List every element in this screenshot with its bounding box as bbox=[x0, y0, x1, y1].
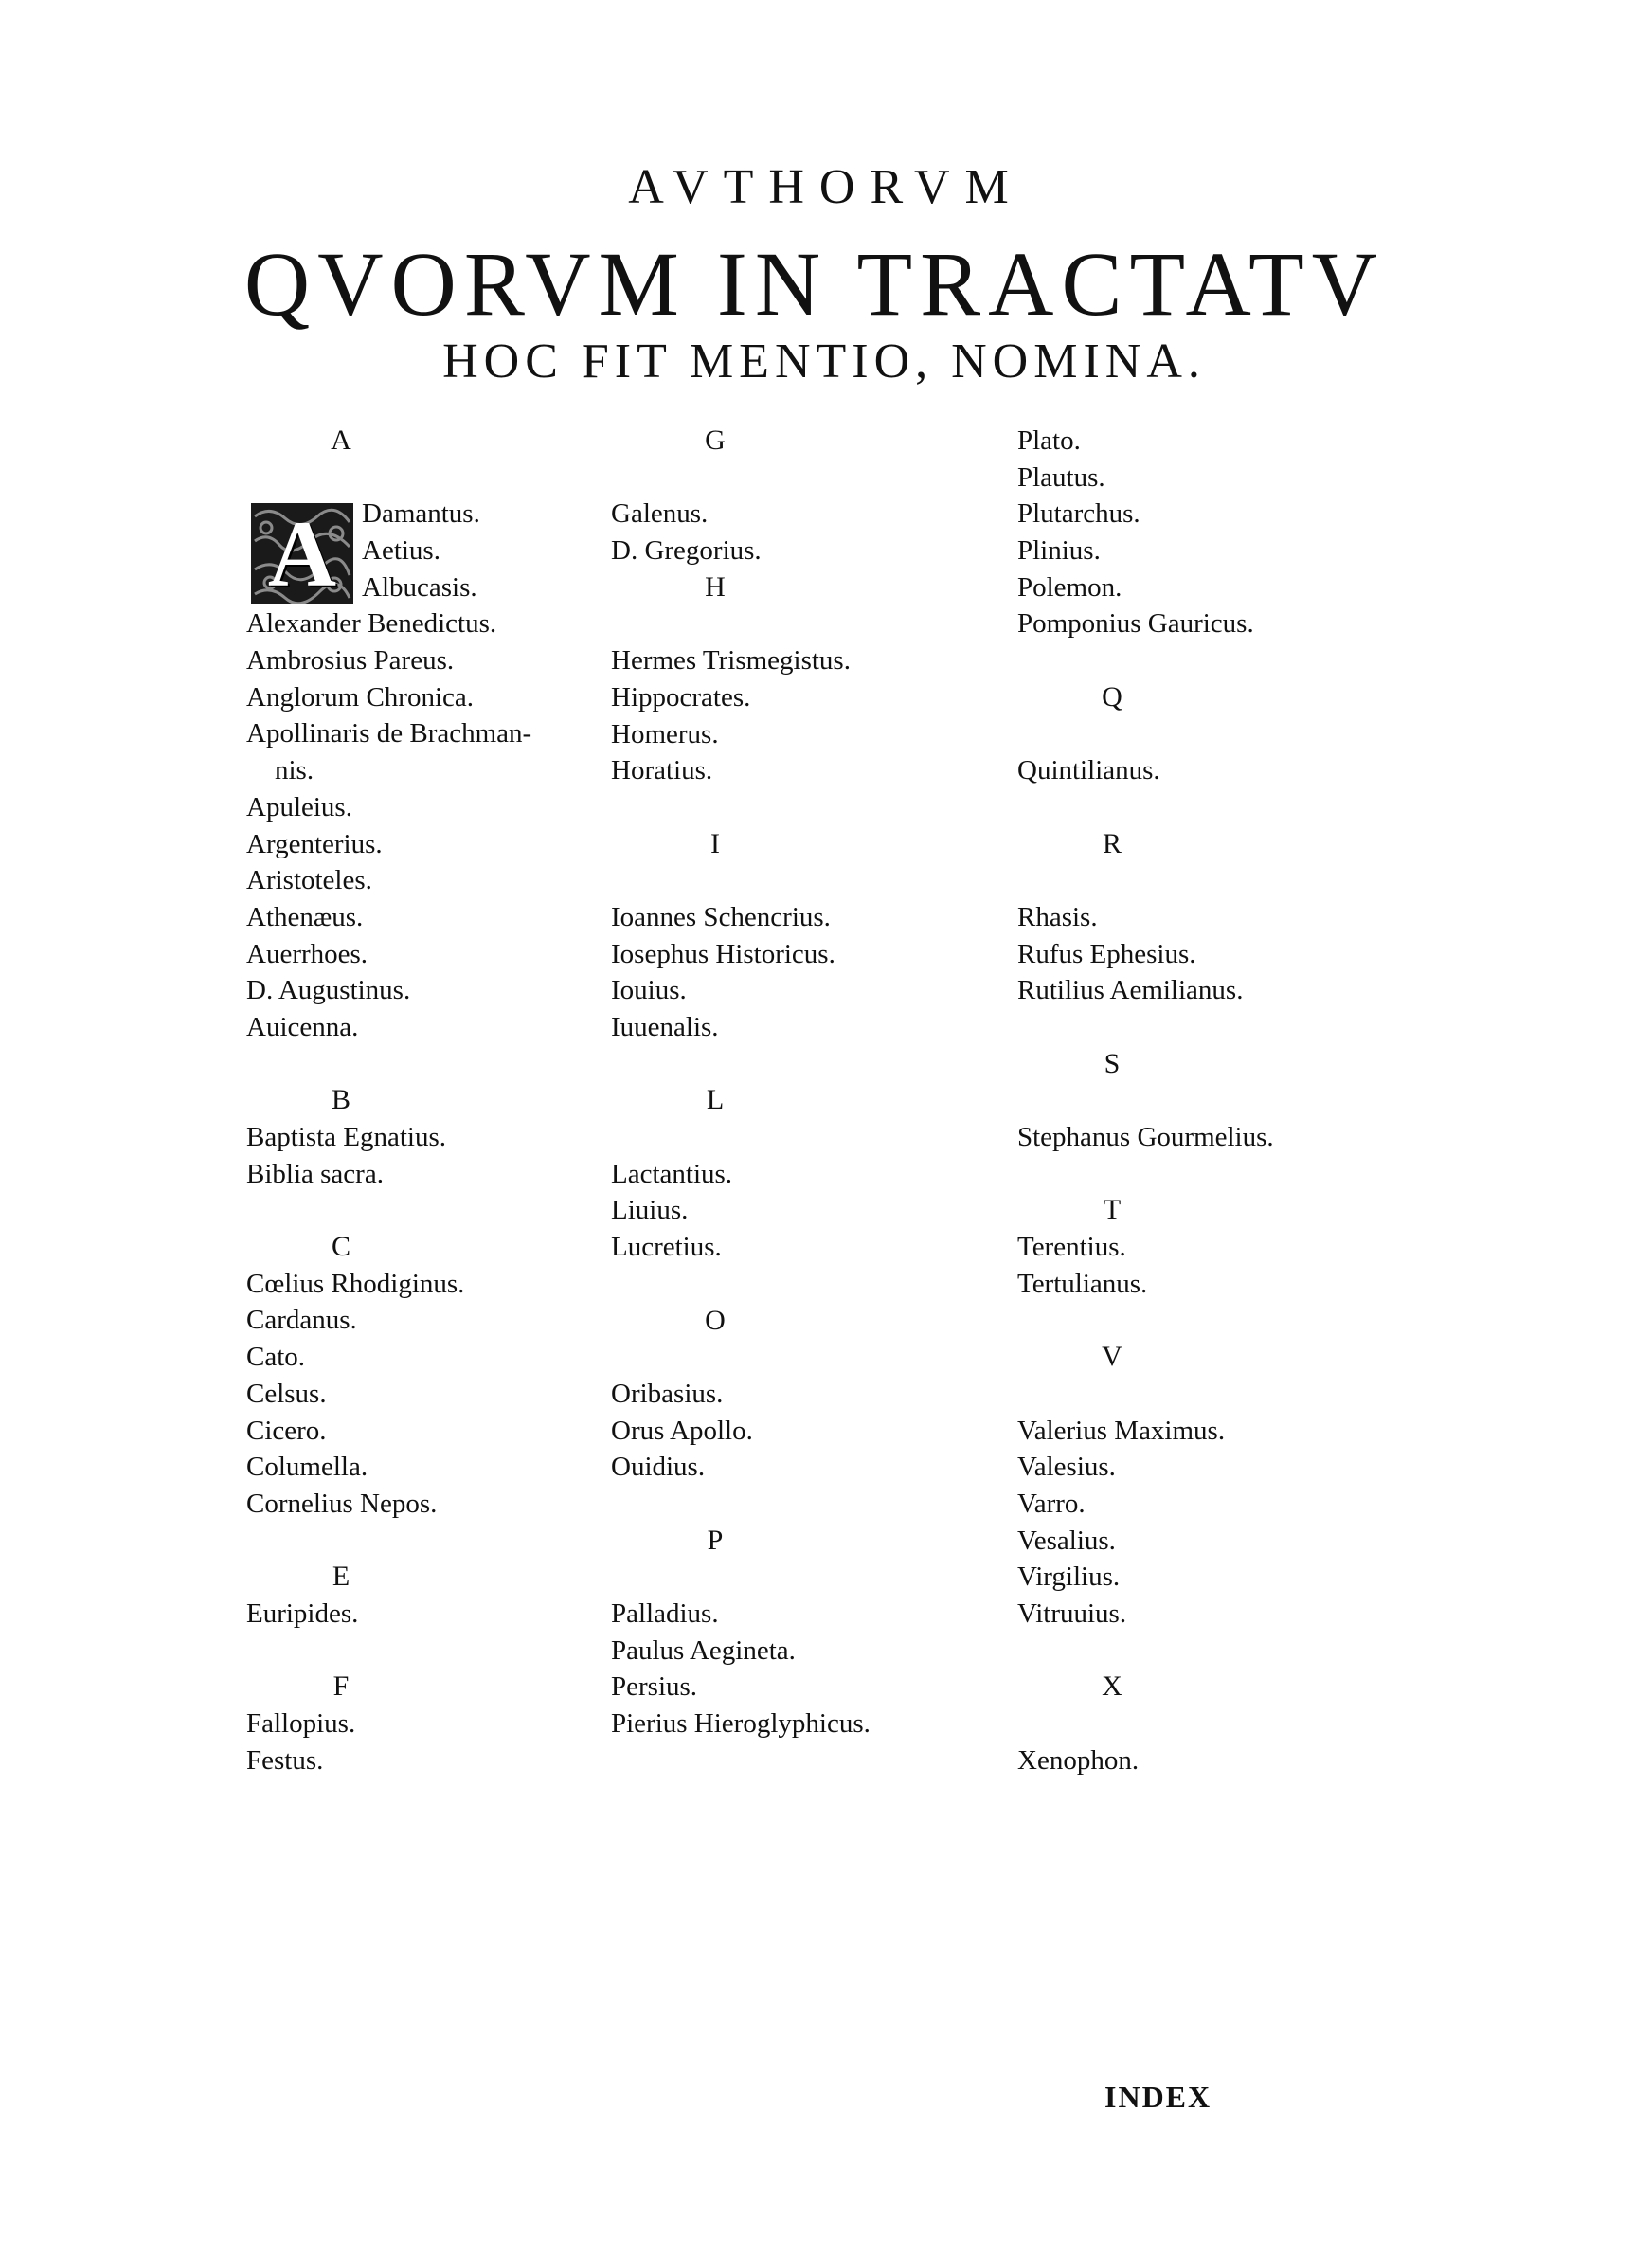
list-item: Palladius. bbox=[611, 1598, 719, 1629]
list-item: Stephanus Gourmelius. bbox=[1017, 1122, 1274, 1153]
list-item: Plinius. bbox=[1017, 535, 1101, 567]
list-item: Terentius. bbox=[1017, 1232, 1126, 1263]
list-item: Columella. bbox=[246, 1452, 368, 1483]
list-item: Xenophon. bbox=[1017, 1744, 1140, 1776]
list-item: Cato. bbox=[246, 1342, 306, 1373]
list-item: Biblia sacra. bbox=[246, 1158, 384, 1189]
list-item: Plato. bbox=[1017, 425, 1081, 456]
section-letter-t: T bbox=[1103, 1194, 1122, 1226]
list-item: Virgilius. bbox=[1017, 1562, 1121, 1593]
initial-letter: A bbox=[267, 503, 337, 605]
list-item: D. Augustinus. bbox=[246, 975, 411, 1006]
list-item: Plautus. bbox=[1017, 461, 1105, 493]
list-item: Athenæus. bbox=[246, 901, 364, 932]
list-item: nis. bbox=[275, 755, 314, 786]
list-item: Tertulianus. bbox=[1017, 1268, 1148, 1299]
list-item: Aristoteles. bbox=[246, 865, 372, 896]
heading-line-3: HOC FIT MENTIO, NOMINA. bbox=[442, 334, 1206, 388]
list-item: Baptista Egnatius. bbox=[246, 1122, 447, 1152]
list-item: Lactantius. bbox=[611, 1158, 733, 1189]
list-item: Horatius. bbox=[611, 755, 713, 786]
section-letter-l: L bbox=[706, 1084, 725, 1116]
section-letter-q: Q bbox=[1102, 680, 1122, 713]
list-item: Valerius Maximus. bbox=[1017, 1415, 1226, 1446]
section-letter-i: I bbox=[710, 827, 720, 859]
section-letter-o: O bbox=[705, 1304, 726, 1336]
list-item: Apollinaris de Brachman- bbox=[246, 718, 532, 749]
list-item: Cardanus. bbox=[246, 1305, 357, 1336]
list-item: Rutilius Aemilianus. bbox=[1017, 975, 1244, 1006]
list-item: Hippocrates. bbox=[611, 681, 751, 713]
list-item: Iuuenalis. bbox=[611, 1012, 719, 1042]
heading-line-1: AVTHORVM bbox=[628, 160, 1024, 214]
list-item: Cicero. bbox=[246, 1415, 327, 1446]
list-item: Albucasis. bbox=[362, 571, 477, 603]
section-letter-x: X bbox=[1102, 1670, 1122, 1703]
heading-line-2: QVORVM IN TRACTATV bbox=[243, 233, 1386, 334]
list-item: Aetius. bbox=[362, 535, 440, 567]
list-item: Orus Apollo. bbox=[611, 1415, 753, 1446]
list-item: Anglorum Chronica. bbox=[246, 681, 475, 713]
list-item: Euripides. bbox=[246, 1598, 359, 1629]
list-item: Auerrhoes. bbox=[246, 938, 368, 969]
list-item: Ambrosius Pareus. bbox=[246, 645, 455, 677]
list-item: Iosephus Historicus. bbox=[611, 938, 835, 969]
index-column-2 bbox=[611, 423, 1009, 1742]
list-item: Persius. bbox=[611, 1671, 698, 1703]
list-item: Cœlius Rhodiginus. bbox=[246, 1268, 465, 1299]
section-letter-p: P bbox=[707, 1524, 724, 1556]
section-letter-c: C bbox=[331, 1231, 350, 1263]
list-item: Cornelius Nepos. bbox=[246, 1488, 438, 1519]
list-item: Fallopius. bbox=[246, 1708, 356, 1739]
list-item: Vitruuius. bbox=[1017, 1598, 1127, 1629]
section-letter-e: E bbox=[332, 1561, 350, 1593]
list-item: Festus. bbox=[246, 1744, 324, 1776]
list-item: Hermes Trismegistus. bbox=[611, 645, 851, 677]
list-item: Vesalius. bbox=[1017, 1525, 1116, 1556]
list-item: Argenterius. bbox=[246, 828, 383, 859]
section-letter-f: F bbox=[332, 1670, 350, 1703]
list-item: Quintilianus. bbox=[1017, 755, 1160, 786]
list-item: Auicenna. bbox=[246, 1011, 359, 1042]
list-item: Lucretius. bbox=[611, 1232, 722, 1263]
list-item: Ioannes Schencrius. bbox=[611, 901, 831, 932]
decorated-initial-block bbox=[246, 496, 597, 605]
decorated-initial bbox=[251, 503, 353, 604]
list-item: Galenus. bbox=[611, 498, 709, 530]
list-item: Homerus. bbox=[611, 718, 719, 749]
section-letter-s: S bbox=[1104, 1047, 1121, 1079]
section-letter-v: V bbox=[1102, 1341, 1122, 1373]
section-letter-g: G bbox=[705, 424, 726, 456]
list-item: Pierius Hieroglyphicus. bbox=[611, 1708, 871, 1740]
list-item: Liuius. bbox=[611, 1195, 689, 1226]
list-item: Rhasis. bbox=[1017, 901, 1098, 932]
index-column-1 bbox=[246, 423, 597, 1779]
list-item: Paulus Aegineta. bbox=[611, 1634, 796, 1666]
list-item: Pomponius Gauricus. bbox=[1017, 608, 1254, 640]
index-column-3 bbox=[1017, 423, 1396, 1779]
list-item: Ouidius. bbox=[611, 1452, 706, 1483]
list-item: Iouius. bbox=[611, 975, 687, 1006]
list-item: Alexander Benedictus. bbox=[246, 608, 497, 640]
list-item: Plutarchus. bbox=[1017, 498, 1140, 530]
section-letter-b: B bbox=[331, 1084, 350, 1116]
list-item: Oribasius. bbox=[611, 1378, 724, 1409]
list-item: Varro. bbox=[1017, 1488, 1086, 1519]
list-item: Rufus Ephesius. bbox=[1017, 938, 1196, 969]
list-item: Polemon. bbox=[1017, 571, 1122, 603]
list-item: Apuleius. bbox=[246, 791, 352, 822]
section-letter-h: H bbox=[705, 570, 726, 603]
section-letter-a: A bbox=[331, 424, 351, 456]
list-item: Celsus. bbox=[246, 1378, 327, 1409]
list-item: D. Gregorius. bbox=[611, 535, 762, 567]
section-letter-r: R bbox=[1102, 827, 1122, 859]
catchword: INDEX bbox=[1104, 2080, 1212, 2114]
list-item: Valesius. bbox=[1017, 1452, 1116, 1483]
list-item: Damantus. bbox=[362, 498, 480, 530]
